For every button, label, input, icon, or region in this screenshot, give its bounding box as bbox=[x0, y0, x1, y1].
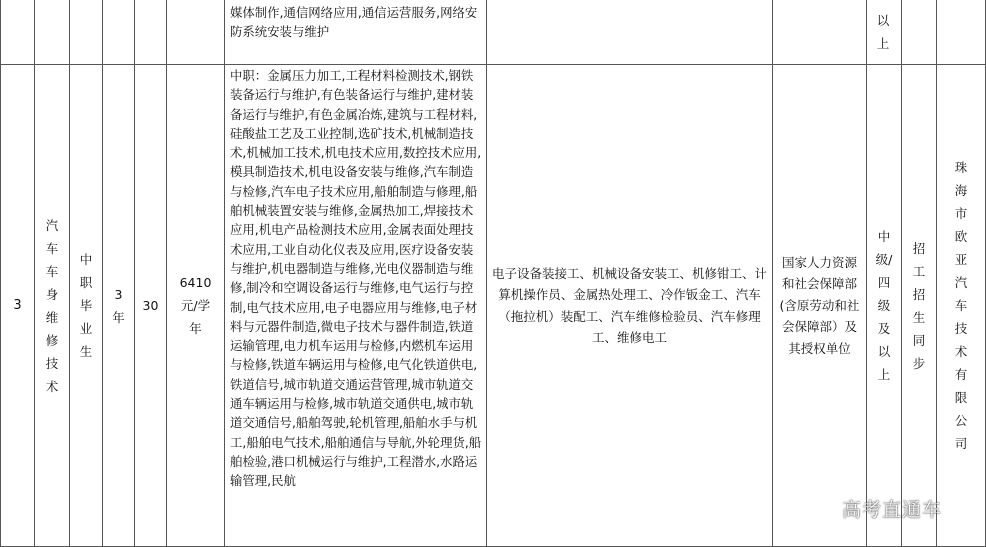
column-divider bbox=[224, 0, 225, 547]
study-duration: 3年 bbox=[112, 286, 125, 325]
prev-row-majors: 媒体制作,通信网络应用,通信运营服务,网络安防系统安装与维护 bbox=[230, 5, 478, 40]
row-number: 3 bbox=[13, 298, 22, 313]
program-name: 汽车车身维修技术 bbox=[45, 217, 59, 394]
prev-row-level: 以上 bbox=[876, 13, 890, 51]
issuing-authority: 国家人力资源和社会保障部(含原劳动和社会保障部）及其授权单位 bbox=[779, 254, 860, 356]
certificate-types: 电子设备装接工、机械设备安装工、机修钳工、计算机操作员、金属热处理工、冷作钣金工、汽车（拖拉机）装配工、汽车维修检验员、汽车修理工、维修电工 bbox=[491, 265, 767, 345]
enrollment-mode: 招工招生同步 bbox=[912, 240, 926, 371]
tuition-fee: 6410元/学年 bbox=[179, 275, 212, 336]
certificate-level: 中级/四级及以上 bbox=[875, 229, 893, 382]
education-requirement: 中职毕业生 bbox=[79, 252, 93, 359]
watermark-text: 高考直通车 bbox=[842, 499, 943, 521]
partner-company: 珠海市欧亚汽车技术有限公司 bbox=[954, 160, 968, 451]
enrollment-quota: 30 bbox=[142, 298, 159, 313]
eligible-majors: 中职：金属压力加工,工程材料检测技术,钢铁装备运行与维护,有色装备运行与维护,建材装备运行与维护,有色金属冶炼,建筑与工程材料,硅酸盐工艺及工业控制,选矿技术,机械制造技术,机械加工技术,机电技术应用,数控技术应用,模具制造技术,机电设备安装与维修,汽车制造与检修,汽车电子技术应用,船舶制造与修理,船舶机械装置安装与维修,金属热加工,焊接技术应用,机电产品检测技术应用,金属表面处理技术应用,工业自动化仪表及应用,医疗设备安装与维护,机电器制造与维修,光电仪器制造与维修,制冷和空调设备运行与维修,电气运行与控制,电气技术应用,电子电器应用与维修,电子材料与元器件制造,微电子技术与器件制造,铁道运输管理,电力机车运用与检修,内燃机车运用与检修,铁道车辆运用与检修,电气化铁道供电,铁道信号,城市轨道交通运营管理,城市轨道交通车辆运用与检修,城市轨道交通供电,城市轨道交通信号,船舶驾驶,轮机管理,船舶水手与机工,船舶电气技术,船舶通信与导航,外轮理货,船舶检验,港口机械运行与维护,工程潜水,水路运输管理,民航 bbox=[230, 68, 482, 489]
